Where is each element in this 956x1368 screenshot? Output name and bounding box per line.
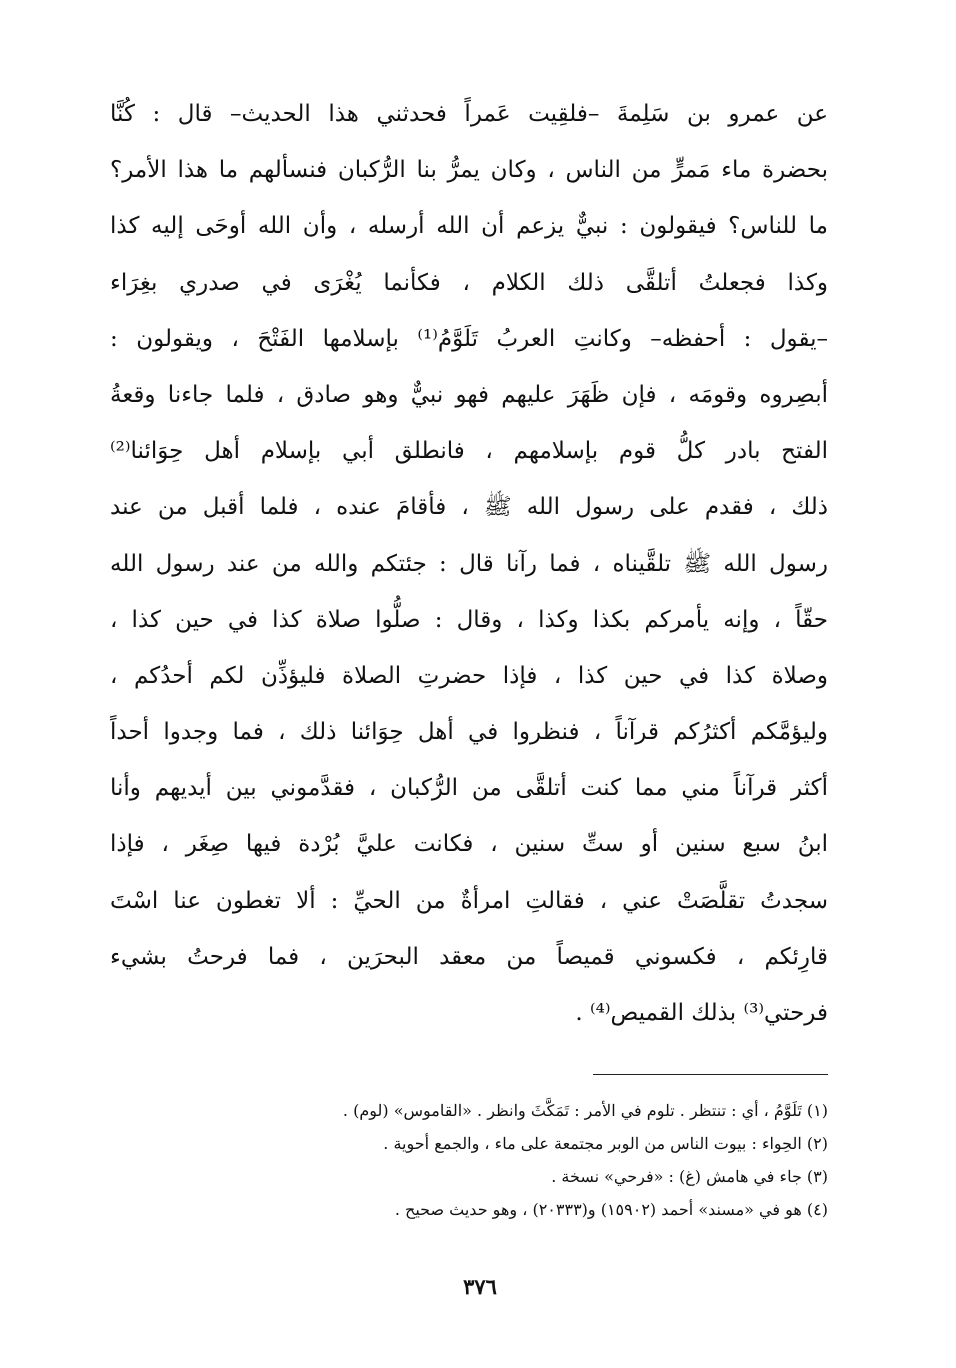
footnotes <box>150 1094 828 1226</box>
text-line: سجدتُ تقلَّصَتْ عني ، فقالتِ امرأةٌ من الحيِّ : ألا تغطون عنا اسْتَ <box>110 887 828 914</box>
text-line: رسول الله ﷺ تلقَّيناه ، فما رآنا قال : جئتكم والله من عند رسول الله <box>110 550 828 577</box>
footnote-item: (٤) هو في «مسند» أحمد (١٥٩٠٢) و(٢٠٣٣٣) ، وهو حديث صحيح . <box>394 1200 828 1219</box>
text-line: وليؤمَّكم أكثرُكم قرآناً ، فنظروا في أهل حِوَائنا ذلك ، فما وجدوا أحداً <box>110 719 828 746</box>
text-line: الفتح بادر كلُّ قوم بإسلامهم ، فانطلق أبي بإسلام أهل حِوَائنا⁽²⁾ <box>110 438 828 465</box>
text-line: أكثر قرآناً مني مما كنت أتلقَّى من الرُّكبان ، فقدَّموني بين أيديهم وأنا <box>110 775 828 802</box>
text-line: حقّاً ، وإنه يأمركم بكذا وكذا ، وقال : صلُّوا صلاة كذا في حين كذا ، <box>110 606 828 633</box>
text-line: قارِئكم ، فكسوني قميصاً من معقد البحرَين ، فما فرحتُ بشيء <box>110 943 828 970</box>
text-line: –يقول : أحفظه– وكانتِ العربُ تَلَوَّمُ⁽¹⁾ بإسلامها الفَتْحَ ، ويقولون : <box>110 325 828 352</box>
text-line: وصلاة كذا في حين كذا ، فإذا حضرتِ الصلاة فليؤذِّن لكم أحدُكم ، <box>110 662 828 689</box>
footnote-separator <box>593 1074 828 1075</box>
footnote-item: (١) تَلَوَّمُ ، أي : تنتظر . تلوم في الأمر : تَمَكَّثَ وانظر . «القاموس» (لوم) . <box>342 1101 828 1120</box>
text-line: عن عمرو بن سَلِمةَ –فلقِيت عَمراً فحدثني هذا الحديث– قال : كُنَّا <box>110 101 828 127</box>
footnote-item: (٣) جاء في هامش (غ) : «فرحي» نسخة . <box>551 1167 828 1186</box>
text-line: بحضرة ماء مَمرٍّ من الناس ، وكان يمرُّ بنا الرُّكبان فنسألهم ما هذا الأمر؟ <box>110 157 828 184</box>
main-text <box>110 86 828 1041</box>
text-line: وكذا فجعلتُ أتلقَّى ذلك الكلام ، فكأنما يُغْرَى في صدري بغِرَاء <box>110 269 828 296</box>
text-line: ذلك ، فقدم على رسول الله ﷺ ، فأقامَ عنده ، فلما أقبل من عند <box>110 494 828 521</box>
text-line: فرحتي⁽³⁾ بذلك القميص⁽⁴⁾ . <box>575 1000 828 1026</box>
text-line: ابنُ سبع سنين أو ستِّ سنين ، فكانت عليَّ بُرْدة فيها صِغَر ، فإذا <box>110 831 828 858</box>
page-number: ٣٧٦ <box>463 1274 497 1299</box>
text-line: أبصِروه وقومَه ، فإن ظَهَرَ عليهم فهو نبيٌّ وهو صادق ، فلما جاءنا وقعةُ <box>110 381 828 408</box>
footnote-item: (٢) الحِواء : بيوت الناس من الوبر مجتمعة على ماء ، والجمع أحوية . <box>383 1134 828 1153</box>
text-line: ما للناس؟ فيقولون : نبيٌّ يزعم أن الله أرسله ، وأن الله أوحَى إليه كذا <box>110 213 828 240</box>
